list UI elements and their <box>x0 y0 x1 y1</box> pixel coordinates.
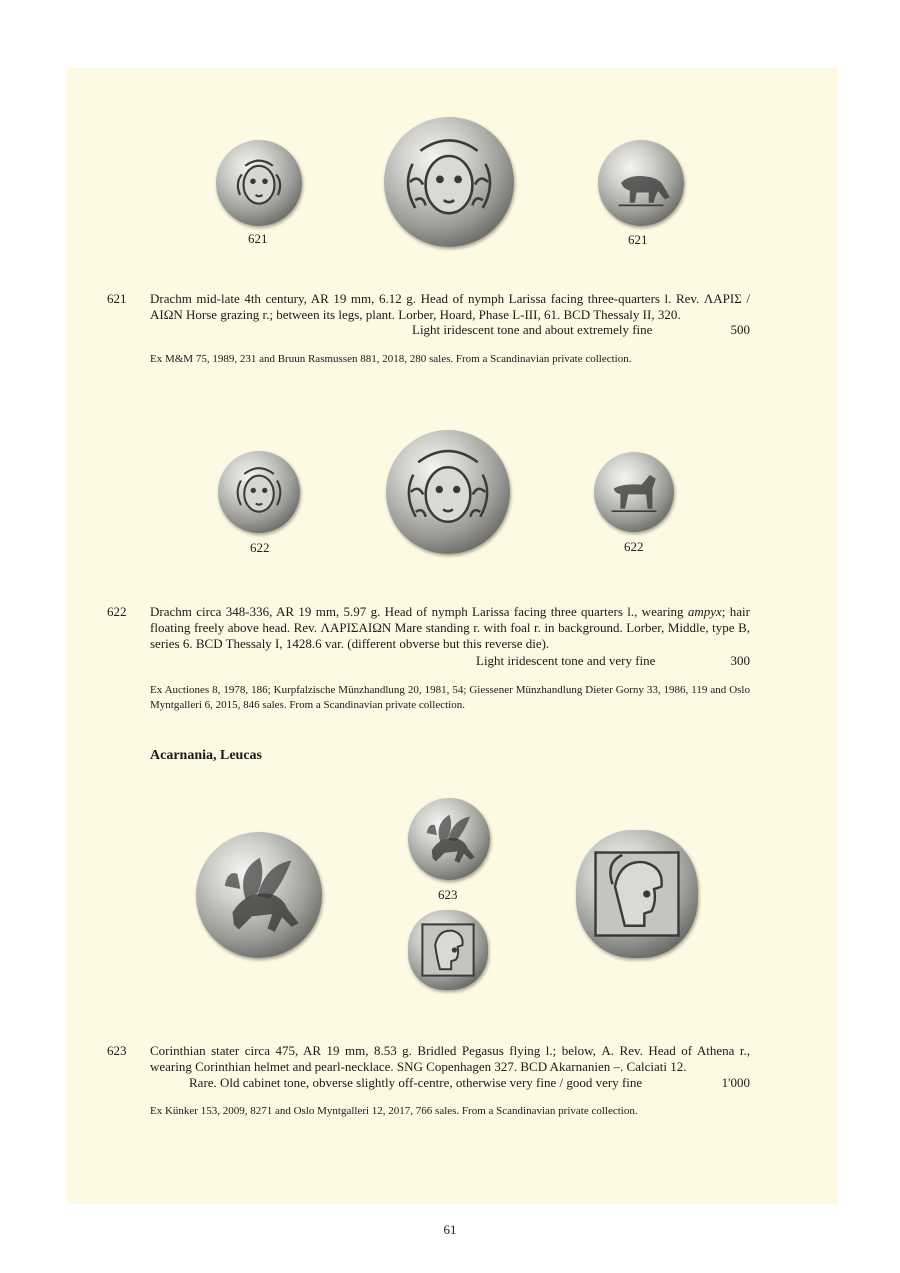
page-number: 61 <box>443 1222 457 1237</box>
coin-622-obverse-label: 622 <box>250 540 270 555</box>
coin-623-obverse-large-image <box>196 832 322 958</box>
lot-grade: Light iridescent tone and about extremely fine <box>412 322 653 337</box>
coin-623-reverse-image <box>408 910 488 990</box>
coin-622-obverse-image <box>218 451 300 533</box>
lot-description <box>150 604 750 652</box>
lot-description-text: Drachm circa 348-336, AR 19 mm, 5.97 g. Head of nymph Larissa facing three quarters l., wearing <box>150 604 688 619</box>
coin-623-label: 623 <box>438 887 458 902</box>
coin-622-reverse-label: 622 <box>624 539 644 554</box>
lot-provenance: Ex Künker 153, 2009, 8271 and Oslo Myntgalleri 12, 2017, 766 sales. From a Scandinavian private collection. <box>150 1105 638 1117</box>
lot-description-text-cont: ; hair floating freely above head. Rev. ΛΑΡΙΣΑΙΩΝ Mare standing r. with foal r. in background. Lorber, Middle, type B, series 6. BCD Thessaly I, 1428.6 var. (different obverse but this reverse die). <box>150 604 750 651</box>
lot-description: Drachm mid-late 4th century, AR 19 mm, 6.12 g. Head of nymph Larissa facing three-quarters l. Rev. ΛΑΡΙΣ / ΑΙΩΝ Horse grazing r.; between its legs, plant. Lorber, Hoard, Phase L-III, 61. BCD Thessaly II, 320. <box>150 291 750 322</box>
lot-estimate-price: 1'000 <box>721 1075 750 1090</box>
coin-623-reverse-large-image <box>576 830 698 958</box>
lot-number: 623 <box>107 1043 127 1058</box>
section-heading: Acarnania, Leucas <box>150 748 262 763</box>
coin-622-reverse-image <box>594 452 674 532</box>
lot-estimate-price: 500 <box>730 322 750 337</box>
coin-621-obverse-label: 621 <box>248 231 268 246</box>
lot-grade: Rare. Old cabinet tone, obverse slightly off-centre, otherwise very fine / good very fine <box>189 1075 643 1090</box>
coin-621-obverse-large-image <box>384 117 514 247</box>
lot-number: 622 <box>107 604 127 619</box>
lot-estimate-price: 300 <box>730 653 750 668</box>
coin-621-obverse-image <box>216 140 302 226</box>
lot-description: Corinthian stater circa 475, AR 19 mm, 8.53 g. Bridled Pegasus flying l.; below, Α. Rev. Head of Athena r., wearing Corinthian helmet and pearl-necklace. SNG Copenhagen 327. BCD Akarnanien –. Calciati 12. <box>150 1043 750 1074</box>
lot-provenance: Ex M&M 75, 1989, 231 and Bruun Rasmussen 881, 2018, 280 sales. From a Scandinavian private collection. <box>150 353 632 365</box>
coin-622-obverse-large-image <box>386 430 510 554</box>
lot-number: 621 <box>107 291 127 306</box>
coin-621-reverse-image <box>598 140 684 226</box>
lot-provenance: Ex Auctiones 8, 1978, 186; Kurpfalzische Münzhandlung 20, 1981, 54; Giessener Münzhandlung Dieter Gorny 33, 1986, 119 and Oslo Myntgalleri 6, 2015, 846 sales. From a Scandinavian private collection. <box>150 684 750 711</box>
coin-621-reverse-label: 621 <box>628 232 648 247</box>
coin-623-obverse-image <box>408 798 490 880</box>
lot-grade: Light iridescent tone and very fine <box>476 653 656 668</box>
lot-description-italic: ampyx <box>687 604 722 619</box>
